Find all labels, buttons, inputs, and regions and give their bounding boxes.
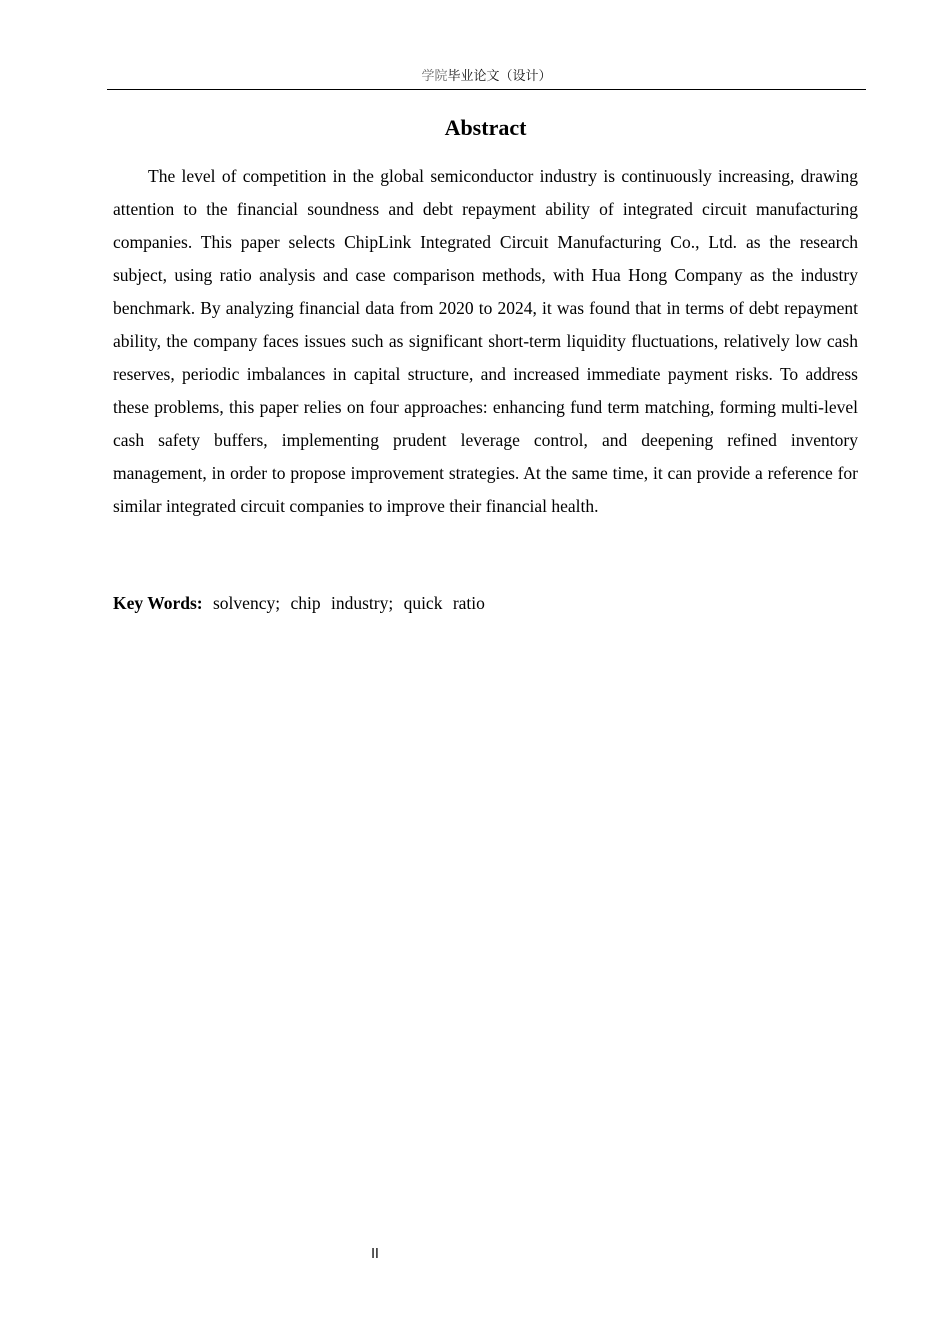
- keyword-item: solvency;: [213, 593, 281, 613]
- keyword-item: quick ratio: [403, 593, 485, 613]
- keywords-label: Key Words:: [113, 593, 203, 613]
- keywords-line: [113, 588, 858, 618]
- header-college: 学院: [421, 69, 448, 84]
- abstract-title: Abstract: [444, 115, 527, 140]
- page-header: [107, 66, 866, 90]
- header-title: 毕业论文（设计）: [447, 69, 552, 84]
- abstract-body: The level of competition in the global semiconductor industry is continuously increasing, drawing attention to the financial soundness and debt repayment ability of integrated circuit manufacturing companies. This paper selects ChipLink Integrated Circuit Manufacturing Co., Ltd. as the research subject, using ratio analysis and case comparison methods, with Hua Hong Company as the industry benchmark. By analyzing financial data from 2020 to 2024, it was found that in terms of debt repayment ability, the company faces issues such as significant short-term liquidity fluctuations, relatively low cash reserves, periodic imbalances in capital structure, and increased immediate payment risks. To address these problems, this paper relies on four approaches: enhancing fund term matching, forming multi-level cash safety buffers, implementing prudent leverage control, and deepening refined inventory management, in order to propose improvement strategies. At the same time, it can provide a reference for similar integrated circuit companies to improve their financial health.: [113, 166, 858, 516]
- keyword-item: chip industry;: [290, 593, 394, 613]
- page-number: II: [371, 1247, 379, 1262]
